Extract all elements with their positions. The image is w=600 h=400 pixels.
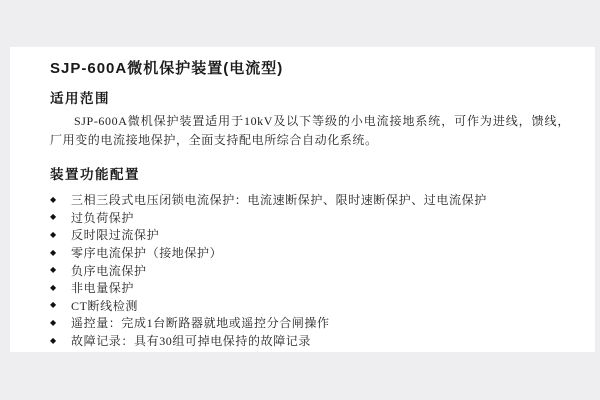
diamond-bullet-icon: ◆ — [50, 265, 57, 275]
feature-list — [50, 191, 570, 349]
feature-text: CT断线检测 — [71, 298, 138, 313]
diamond-bullet-icon: ◆ — [50, 282, 57, 292]
diamond-bullet-icon: ◆ — [50, 335, 57, 345]
feature-item — [50, 314, 570, 332]
section-heading-features: 装置功能配置 — [50, 167, 140, 182]
feature-item — [50, 191, 570, 209]
feature-text: 遥控量：完成1台断路器就地或遥控分合闸操作 — [71, 316, 330, 331]
diamond-bullet-icon: ◆ — [50, 300, 57, 310]
feature-text: 故障记录：具有30组可掉电保持的故障记录 — [71, 334, 312, 349]
diamond-bullet-icon: ◆ — [50, 229, 57, 239]
feature-text: 反时限过流保护 — [71, 228, 160, 243]
document-sheet — [10, 47, 595, 352]
feature-item — [50, 244, 570, 262]
diamond-bullet-icon: ◆ — [50, 317, 57, 327]
feature-item — [50, 297, 570, 315]
feature-text: 零序电流保护（接地保护） — [71, 246, 223, 261]
feature-text: 三相三段式电压闭锁电流保护：电流速断保护、限时速断保护、过电流保护 — [71, 193, 487, 208]
diamond-bullet-icon: ◆ — [50, 194, 57, 204]
feature-item — [50, 209, 570, 227]
diamond-bullet-icon: ◆ — [50, 247, 57, 257]
feature-text: 非电量保护 — [71, 281, 135, 296]
feature-item — [50, 261, 570, 279]
feature-text: 负序电流保护 — [71, 263, 147, 278]
feature-item — [50, 279, 570, 297]
feature-text: 过负荷保护 — [71, 210, 135, 225]
scope-paragraph: SJP-600A微机保护装置适用于10kV及以下等级的小电流接地系统，可作为进线，馈线，厂用变的电流接地保护，全面支持配电所综合自动化系统。 — [50, 114, 570, 147]
feature-item — [50, 332, 570, 350]
document-title: SJP-600A微机保护装置(电流型) — [50, 60, 284, 77]
diamond-bullet-icon: ◆ — [50, 212, 57, 222]
section-heading-scope: 适用范围 — [50, 91, 110, 106]
feature-item — [50, 226, 570, 244]
